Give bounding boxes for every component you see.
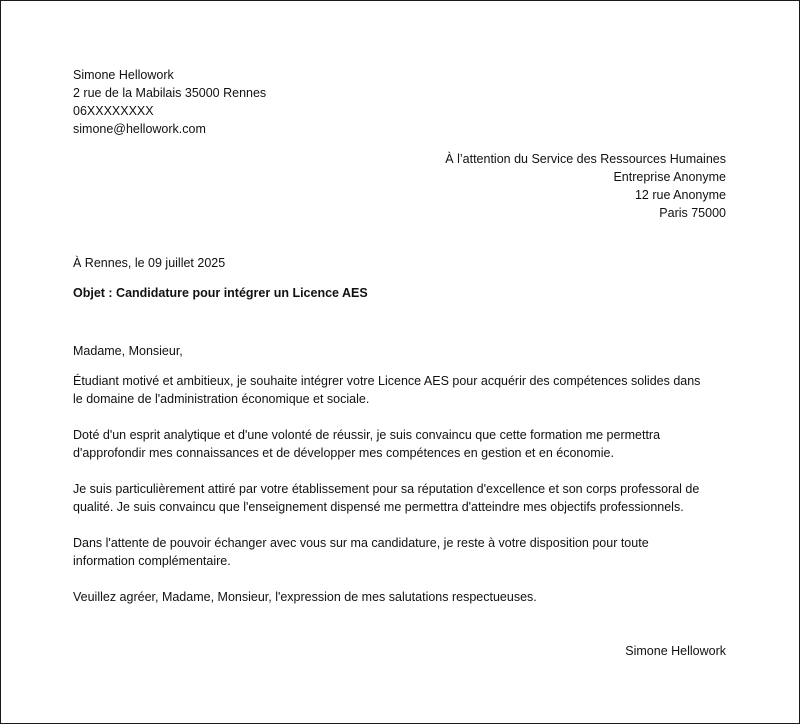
closing-paragraph (73, 588, 733, 606)
paragraph-line: d'approfondir mes connaissances et de développer mes compétences en gestion et en économie. (73, 446, 614, 460)
recipient-company: Entreprise Anonyme (613, 170, 726, 184)
recipient-attention: À l’attention du Service des Ressources Humaines (445, 152, 726, 166)
letter-subject: Objet : Candidature pour intégrer un Licence AES (73, 286, 368, 300)
letter-date: À Rennes, le 09 juillet 2025 (73, 256, 226, 270)
paragraph-line: Dans l'attente de pouvoir échanger avec vous sur ma candidature, je reste à votre disposition pour toute (73, 536, 649, 550)
body-paragraph-1 (73, 372, 733, 408)
paragraph-line: Veuillez agréer, Madame, Monsieur, l'expression de mes salutations respectueuses. (73, 590, 537, 604)
recipient-street: 12 rue Anonyme (634, 188, 726, 202)
recipient-block (445, 150, 726, 222)
sender-phone: 06XXXXXXXX (73, 104, 154, 118)
sender-name: Simone Hellowork (73, 68, 174, 82)
paragraph-line: qualité. Je suis convaincu que l'enseignement dispensé me permettra d'atteindre mes objectifs professionnels. (73, 500, 684, 514)
sender-address: 2 rue de la Mabilais 35000 Rennes (73, 86, 267, 100)
paragraph-line: Doté d'un esprit analytique et d'une volonté de réussir, je suis convaincu que cette formation me permettra (73, 428, 661, 442)
letter-salutation: Madame, Monsieur, (73, 344, 183, 358)
paragraph-line: Étudiant motivé et ambitieux, je souhaite intégrer votre Licence AES pour acquérir des compétences solides dans (73, 374, 701, 388)
paragraph-line: information complémentaire. (73, 554, 231, 568)
recipient-city: Paris 75000 (659, 206, 726, 220)
body-paragraph-4 (73, 534, 733, 570)
sender-block (73, 66, 266, 138)
sender-email: simone@hellowork.com (73, 122, 206, 136)
paragraph-line: le domaine de l'administration économique et sociale. (73, 392, 370, 406)
body-paragraph-2 (73, 426, 733, 462)
body-paragraph-3 (73, 480, 733, 516)
paragraph-line: Je suis particulièrement attiré par votre établissement pour sa réputation d'excellence et son corps professoral de (73, 482, 700, 496)
letter-signature: Simone Hellowork (625, 644, 726, 658)
